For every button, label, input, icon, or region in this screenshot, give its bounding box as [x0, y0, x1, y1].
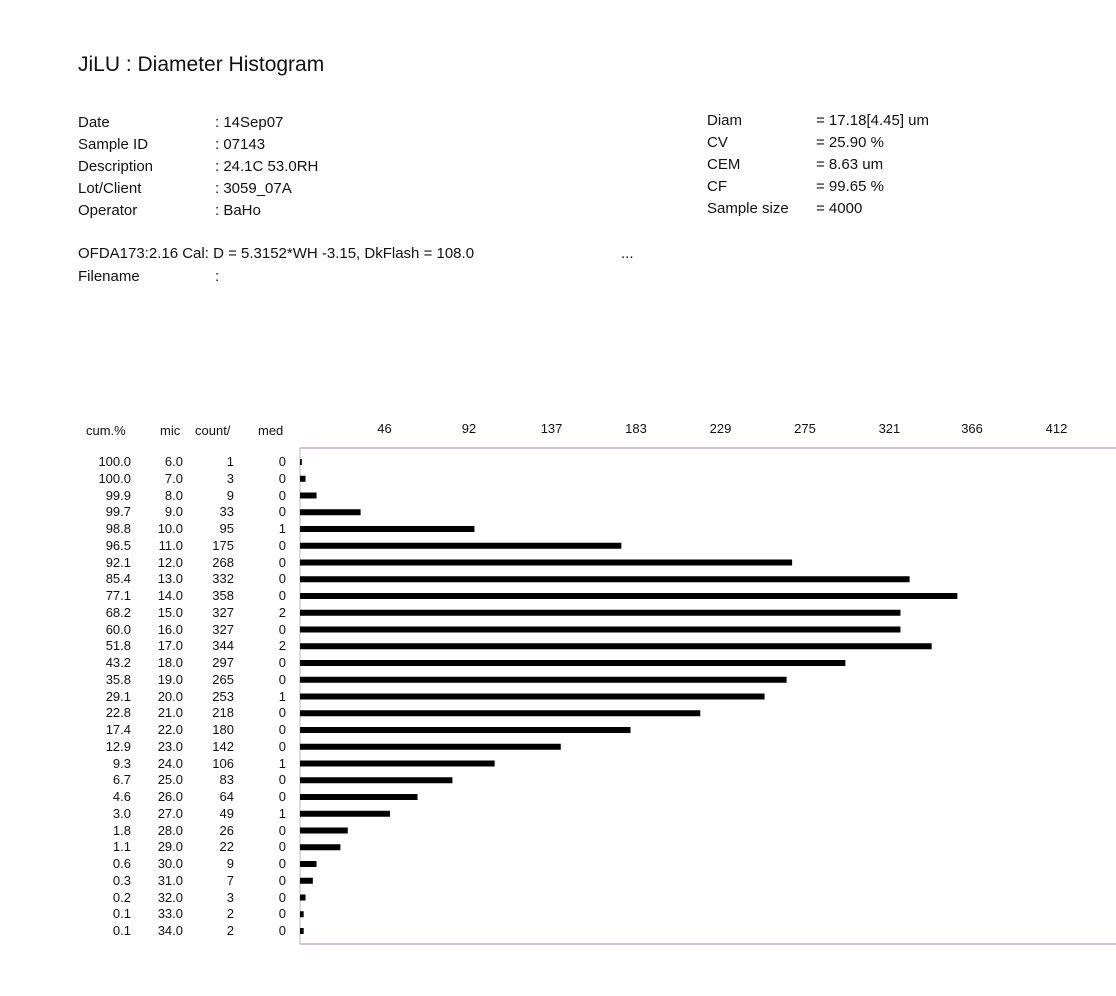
cell-cum: 99.9 [105, 487, 131, 503]
cell-count: 268 [212, 554, 234, 570]
info-value: : 14Sep07 [215, 114, 284, 131]
cell-med: 0 [278, 504, 286, 520]
cell-cum: 3.0 [112, 805, 131, 821]
cell-med: 0 [278, 537, 286, 553]
cell-mic: 32.0 [157, 889, 183, 905]
cell-med: 0 [278, 822, 286, 838]
histogram-bar [300, 476, 306, 482]
cell-mic: 30.0 [157, 856, 183, 871]
cell-mic: 12.0 [157, 554, 183, 570]
cell-cum: 68.2 [105, 604, 131, 620]
cell-count: 1 [226, 454, 234, 469]
column-header-count: count/ [195, 423, 231, 438]
cell-count: 253 [212, 688, 234, 704]
column-header-med: med [258, 423, 284, 438]
histogram-bar [300, 694, 765, 700]
info-value: : 24.1C 53.0RH [215, 158, 319, 175]
histogram-bar [300, 543, 621, 549]
cell-count: 106 [212, 755, 234, 771]
cell-mic: 11.0 [158, 537, 183, 553]
cell-count: 83 [219, 772, 234, 788]
info-label: Date [78, 114, 110, 131]
histogram-bar [300, 811, 390, 817]
info-value: : 07143 [215, 136, 266, 153]
cell-count: 332 [212, 571, 234, 587]
cell-cum: 9.3 [112, 755, 131, 771]
cell-med: 2 [278, 604, 286, 620]
cell-mic: 9.0 [164, 504, 183, 520]
cell-count: 175 [212, 537, 234, 553]
x-tick-label: 46 [377, 421, 392, 436]
histogram-bar [300, 844, 340, 850]
cell-mic: 26.0 [157, 789, 183, 804]
cell-med: 0 [278, 889, 286, 905]
x-tick-label: 229 [709, 421, 732, 436]
cell-mic: 13.0 [157, 571, 183, 587]
cell-med: 0 [278, 571, 286, 587]
x-tick-label: 183 [625, 421, 647, 436]
info-label: Lot/Client [78, 180, 142, 197]
cell-med: 0 [278, 906, 286, 922]
cell-count: 218 [212, 705, 234, 721]
cell-med: 0 [278, 705, 286, 721]
calibration-line: OFDA173:2.16 Cal: D = 5.3152*WH -3.15, DkFlash = 108.0 [78, 245, 475, 262]
stat-label: Diam [707, 112, 743, 129]
cell-count: 95 [219, 521, 234, 536]
cell-med: 0 [278, 923, 286, 938]
cell-count: 33 [219, 504, 234, 520]
histogram-bar [300, 627, 900, 633]
histogram-bar [300, 794, 418, 800]
cell-mic: 22.0 [157, 722, 183, 737]
stat-value: = 25.90 % [816, 134, 884, 151]
stat-label: Sample size [707, 200, 789, 217]
column-header-cum: cum.% [86, 423, 126, 438]
histogram-bar [300, 509, 361, 515]
cell-mic: 21.0 [157, 705, 183, 721]
histogram-bar [300, 643, 932, 649]
histogram-bar [300, 761, 495, 767]
cell-mic: 34.0 [157, 923, 183, 938]
x-tick-label: 412 [1045, 421, 1068, 436]
column-header-mic: mic [160, 423, 181, 438]
info-value: : BaHo [215, 202, 261, 219]
histogram-bar [300, 861, 317, 867]
stat-value: = 4000 [816, 200, 863, 217]
info-value: : 3059_07A [215, 180, 292, 197]
cell-med: 0 [278, 655, 286, 670]
cell-cum: 99.7 [105, 504, 131, 520]
cell-mic: 8.0 [164, 487, 183, 503]
info-label: Description [78, 158, 154, 175]
info-label: Operator [78, 202, 138, 219]
histogram-bar [300, 895, 306, 901]
histogram-bar [300, 710, 700, 716]
cell-med: 0 [278, 738, 286, 754]
cell-mic: 31.0 [157, 872, 183, 888]
stat-label: CEM [707, 156, 741, 173]
x-tick-label: 366 [961, 421, 983, 436]
x-tick-label: 275 [794, 421, 816, 436]
cell-mic: 17.0 [157, 638, 183, 654]
histogram-bar [300, 911, 304, 917]
cell-count: 9 [226, 487, 234, 503]
cell-count: 3 [226, 889, 234, 905]
cell-cum: 4.6 [112, 789, 131, 804]
cell-med: 0 [278, 487, 286, 503]
cell-med: 1 [278, 688, 286, 704]
cell-med: 0 [278, 839, 286, 855]
cell-mic: 10.0 [157, 521, 183, 536]
cell-cum: 1.1 [112, 839, 131, 855]
filename-label: Filename [78, 268, 140, 285]
cell-count: 344 [212, 638, 234, 654]
cell-cum: 96.5 [105, 537, 131, 553]
cell-count: 265 [212, 671, 234, 687]
cell-count: 3 [226, 470, 234, 486]
page-title: JiLU : Diameter Histogram [78, 53, 325, 76]
cell-med: 0 [278, 470, 286, 486]
stat-value: = 8.63 um [816, 156, 884, 173]
cell-mic: 28.0 [157, 822, 183, 838]
cell-cum: 0.1 [112, 923, 131, 938]
cell-count: 327 [212, 604, 234, 620]
cell-med: 1 [278, 805, 286, 821]
cell-mic: 25.0 [157, 772, 183, 788]
cell-med: 0 [278, 588, 286, 603]
cell-med: 1 [278, 521, 286, 536]
histogram-bar [300, 878, 313, 884]
cell-cum: 29.1 [105, 688, 131, 704]
cell-count: 2 [226, 906, 234, 922]
cell-mic: 20.0 [157, 688, 183, 704]
cell-count: 2 [226, 923, 234, 938]
cell-count: 297 [212, 655, 234, 670]
cell-cum: 17.4 [105, 722, 131, 737]
histogram-bar [300, 928, 304, 934]
cell-cum: 6.7 [112, 772, 131, 788]
cell-count: 9 [226, 856, 234, 871]
cell-mic: 33.0 [157, 906, 183, 922]
cell-med: 0 [278, 671, 286, 687]
cell-mic: 7.0 [164, 470, 183, 486]
x-tick-label: 92 [461, 421, 477, 436]
cell-mic: 24.0 [157, 755, 183, 771]
cell-count: 358 [212, 588, 234, 603]
cell-med: 0 [278, 872, 286, 888]
histogram-bar [300, 576, 910, 582]
cell-count: 327 [212, 621, 234, 637]
cell-med: 0 [278, 554, 286, 570]
cell-mic: 19.0 [157, 671, 183, 687]
cell-cum: 12.9 [105, 738, 131, 754]
cell-cum: 43.2 [105, 655, 131, 670]
cell-med: 0 [278, 789, 286, 804]
cell-mic: 6.0 [164, 454, 183, 469]
filename-value: : [215, 268, 220, 285]
cell-count: 26 [219, 822, 234, 838]
cell-med: 0 [278, 856, 286, 871]
cell-cum: 1.8 [112, 822, 131, 838]
histogram-bar [300, 660, 845, 666]
x-tick-label: 137 [540, 421, 563, 436]
cell-cum: 0.2 [112, 889, 131, 905]
cell-cum: 77.1 [105, 588, 131, 603]
cell-cum: 100.0 [98, 454, 131, 469]
cell-count: 22 [219, 839, 234, 855]
cell-count: 64 [219, 789, 234, 804]
histogram-bar [300, 610, 900, 616]
stat-label: CF [707, 178, 727, 195]
cell-mic: 16.0 [157, 621, 183, 637]
histogram-bar [300, 493, 317, 499]
histogram-bar [300, 526, 474, 532]
cell-cum: 85.4 [105, 571, 131, 587]
histogram-bar [300, 459, 302, 465]
cell-cum: 92.1 [105, 554, 131, 570]
stat-value: = 17.18[4.45] um [816, 112, 929, 129]
stat-label: CV [707, 134, 728, 151]
histogram-bar [300, 593, 957, 599]
cell-cum: 51.8 [105, 638, 131, 654]
cell-med: 0 [278, 454, 286, 469]
cell-med: 0 [278, 772, 286, 788]
cell-mic: 29.0 [157, 839, 183, 855]
cell-mic: 27.0 [157, 805, 183, 821]
cell-cum: 35.8 [105, 671, 131, 687]
cell-med: 0 [278, 621, 286, 637]
cell-count: 142 [212, 738, 234, 754]
cell-med: 0 [278, 722, 286, 737]
cell-mic: 14.0 [157, 588, 183, 603]
cell-mic: 18.0 [157, 655, 183, 670]
cell-cum: 98.8 [105, 521, 131, 536]
cell-med: 2 [278, 638, 286, 654]
cell-count: 49 [219, 805, 234, 821]
cell-mic: 15.0 [157, 604, 183, 620]
cell-cum: 0.6 [112, 856, 131, 871]
cell-med: 1 [278, 755, 286, 771]
cell-cum: 0.3 [112, 872, 131, 888]
histogram-bar [300, 828, 348, 834]
histogram-bar [300, 777, 452, 783]
cell-count: 7 [226, 872, 234, 888]
histogram-bar [300, 744, 561, 750]
stat-value: = 99.65 % [816, 178, 884, 195]
cell-mic: 23.0 [157, 738, 183, 754]
histogram-bar [300, 727, 631, 733]
histogram-bar [300, 677, 787, 683]
ellipsis-text: ... [621, 245, 634, 262]
cell-count: 180 [212, 722, 234, 737]
info-label: Sample ID [78, 136, 149, 153]
cell-cum: 100.0 [98, 470, 131, 486]
histogram-bar [300, 560, 792, 566]
cell-cum: 60.0 [105, 621, 131, 637]
cell-cum: 22.8 [105, 705, 131, 721]
cell-cum: 0.1 [112, 906, 131, 922]
x-tick-label: 321 [878, 421, 901, 436]
